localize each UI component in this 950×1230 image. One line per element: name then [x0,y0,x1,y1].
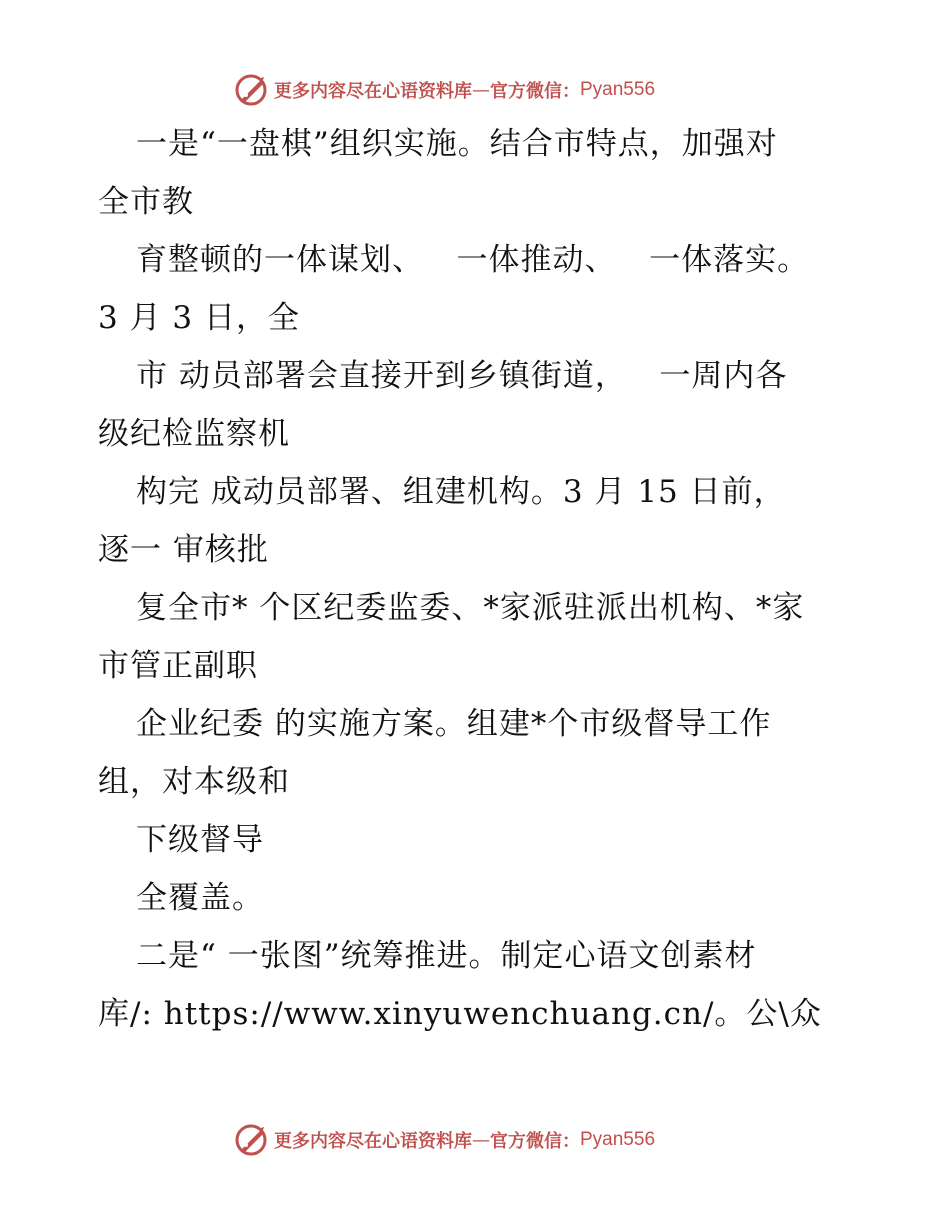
footer-banner [234,1122,655,1158]
body-line: 全市教 [98,184,194,220]
banner-wechat-label: 官方微信： [490,81,580,102]
body-line: 构完 成动员部署、组建机构。3 月 15 日前， [136,474,786,510]
body-line: 一是“一盘棋”组织实施。结合市特点，加强对 [136,126,778,162]
body-line: 库/: https://www.xinyuwenchuang.cn/。公\众 [98,996,822,1032]
body-line: 市 动员部署会直接开到乡镇街道， 一周内各 [136,358,788,394]
banner-wechat-label: 官方微信： [490,1131,580,1152]
quill-pen-seal-icon [234,1123,268,1157]
body-line: 二是“ 一张图”统筹推进。制定心语文创素材 [136,938,757,974]
banner-dash: — [472,79,490,101]
body-line: 全覆盖。 [136,880,264,916]
banner-main-text: 更多内容尽在心语资料库 [274,81,472,102]
body-line: 育整顿的一体谋划、 一体推动、 一体落实。 [136,242,810,278]
banner-main-text: 更多内容尽在心语资料库 [274,1131,472,1152]
body-line: 组，对本级和 [98,764,290,800]
body-line: 级纪检监察机 [98,416,290,452]
quill-pen-seal-icon [234,73,268,107]
body-line: 复全市* 个区纪委监委、*家派驻派出机构、*家 [136,590,805,626]
banner-dash: — [472,1129,490,1151]
header-banner [234,72,655,108]
body-line: 下级督导 [136,822,264,858]
body-line: 逐一 审核批 [98,532,269,568]
banner-wechat-id: Pyan556 [580,1129,656,1150]
body-line: 3 月 3 日，全 [98,300,301,336]
body-line: 市管正副职 [98,648,258,684]
banner-wechat-id: Pyan556 [580,79,656,100]
body-line: 企业纪委 的实施方案。组建*个市级督导工作 [136,706,772,742]
